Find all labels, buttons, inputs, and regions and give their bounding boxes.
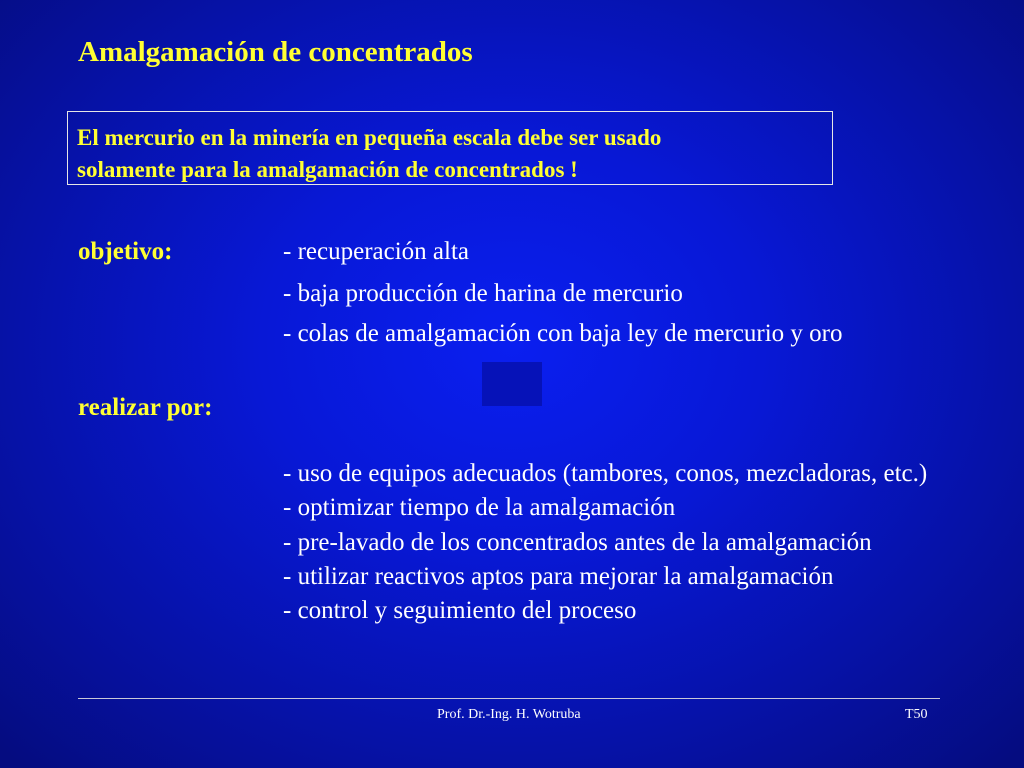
note-line-1: El mercurio en la minería en pequeña escala debe ser usado [77, 125, 662, 150]
realizar-item-3: - pre-lavado de los concentrados antes de la amalgamación [283, 529, 872, 556]
note-line-2: solamente para la amalgamación de concentrados ! [77, 157, 578, 182]
objetivo-item-1: - recuperación alta [283, 238, 469, 265]
objetivo-label: objetivo: [78, 238, 173, 265]
slide-title: Amalgamación de concentrados [78, 36, 473, 68]
footer-page-number: T50 [905, 707, 928, 722]
realizar-item-1: - uso de equipos adecuados (tambores, conos, mezcladoras, etc.) [283, 460, 928, 487]
objetivo-item-2: - baja producción de harina de mercurio [283, 280, 683, 307]
decorative-block [482, 362, 542, 406]
realizar-item-5: - control y seguimiento del proceso [283, 597, 637, 624]
footer-author: Prof. Dr.-Ing. H. Wotruba [437, 707, 581, 722]
footer-divider [78, 698, 940, 699]
realizar-label: realizar por: [78, 394, 213, 421]
realizar-item-2: - optimizar tiempo de la amalgamación [283, 494, 676, 521]
realizar-item-4: - utilizar reactivos aptos para mejorar la amalgamación [283, 563, 834, 590]
objetivo-item-3: - colas de amalgamación con baja ley de mercurio y oro [283, 320, 843, 347]
note-box [67, 111, 833, 185]
